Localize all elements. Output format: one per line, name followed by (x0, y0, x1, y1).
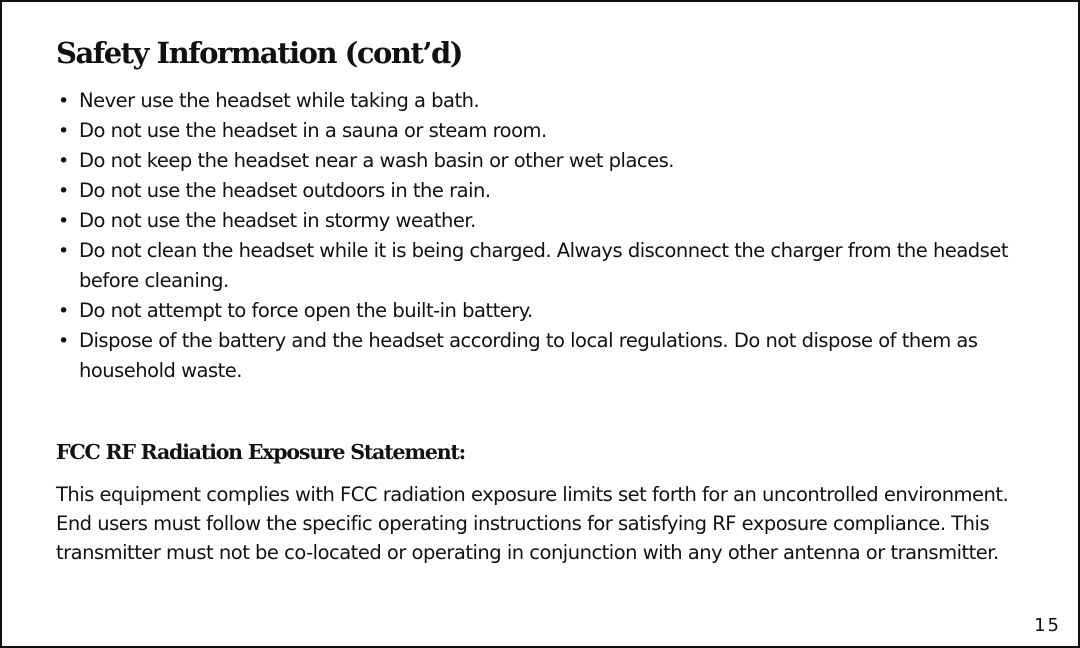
list-item (56, 116, 1046, 146)
list-item (56, 176, 1046, 206)
bullet-icon: • (58, 120, 69, 142)
list-item-text: Do not keep the headset near a wash basin or other wet places. (79, 149, 674, 172)
bullet-icon: • (58, 330, 69, 352)
list-item (56, 326, 1046, 386)
bullet-icon: • (58, 240, 69, 262)
bullet-icon: • (58, 180, 69, 202)
fcc-statement: This equipment complies with FCC radiation exposure limits set forth for an uncontrolled environment. End users must follow the specific operating instructions for satisfying RF exposure compliance. This transmitter must not be co-located or operating in conjunction with any other antenna or transmitter. (56, 483, 1009, 564)
list-item-text: Dispose of the battery and the headset according to local regulations. Do not dispose of them as household waste. (79, 329, 978, 382)
page-number: 15 (1034, 615, 1061, 636)
bullet-icon: • (58, 150, 69, 172)
list-item (56, 296, 1046, 326)
list-item-text: Do not use the headset in stormy weather. (79, 209, 476, 232)
fcc-heading: FCC RF Radiation Exposure Statement: (56, 440, 466, 464)
list-item (56, 236, 1046, 296)
list-item-text: Never use the headset while taking a bath. (79, 89, 480, 112)
list-item-text: Do not attempt to force open the built-in battery. (79, 299, 533, 322)
page-title: Safety Information (cont’d) (56, 36, 462, 70)
page-content (56, 32, 1046, 567)
list-item-text: Do not use the headset in a sauna or steam room. (79, 119, 547, 142)
list-item-text: Do not clean the headset while it is being charged. Always disconnect the charger from the headset before cleaning. (79, 239, 1008, 292)
list-item (56, 86, 1046, 116)
bullet-icon: • (58, 300, 69, 322)
list-item (56, 206, 1046, 236)
list-item (56, 146, 1046, 176)
bullet-icon: • (58, 210, 69, 232)
list-item-text: Do not use the headset outdoors in the rain. (79, 179, 491, 202)
safety-bullet-list (56, 86, 1046, 386)
bullet-icon: • (58, 90, 69, 112)
